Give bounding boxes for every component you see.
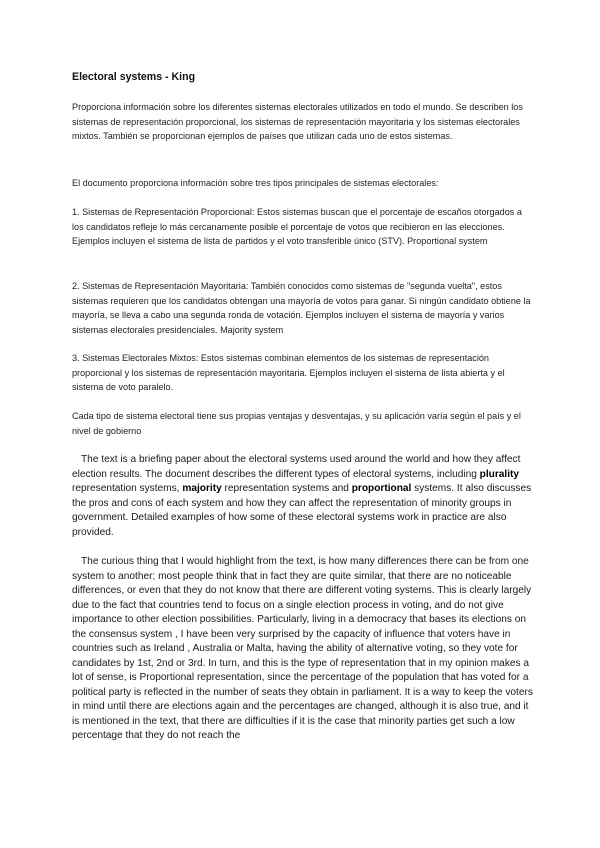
essay-p1-text-1: The text is a briefing paper about the electoral systems used around the world and how they affect election results. The document describes the different types of electoral systems, including — [72, 454, 521, 480]
term-plurality: plurality — [479, 468, 520, 480]
essay-p1-text-4: systems. It also discusses the pros and cons of each system and how they can affect the representation of minority groups in government. Detailed examples of how some of these electoral systems work in practice are also provided. — [72, 483, 532, 538]
term-majority: majority — [182, 483, 222, 494]
summary-item-mixed: 3. Sistemas Electorales Mixtos: Estos sistemas combinan elementos de los sistemas de representación proporcional y los sistemas de representación mayoritaria. Ejemplos incluyen el sistema de lista abierta y el sistema de voto paralelo. — [72, 353, 505, 392]
summary-item-majority: 2. Sistemas de Representación Mayoritaria: También conocidos como sistemas de "segunda vuelta", estos sistemas requieren que los candidatos obtengan una mayoría de votos para ganar. Si ningún candidato obtiene la mayoría, se lleva a cabo una segunda ronda de votación. Ejemplos incluyen el sistema de mayoría y varios sistemas electorales presidenciales. Majority system — [72, 281, 531, 335]
essay-p1-text-2: representation systems, — [72, 483, 183, 494]
summary-item-proportional: 1. Sistemas de Representación Proporcional: Estos sistemas buscan que el porcentaje de escaños otorgados a los candidatos refleje lo más cercanamente posible el porcentaje de votos que recibieron en las elecciones. Ejemplos incluyen el sistema de lista de partidos y el voto transferible único (STV). Proportional system — [72, 207, 522, 246]
essay-paragraph-2: The curious thing that I would highlight from the text, is how many differences there can be from one system to another; most people think that in fact they are quite similar, that there are no noticeable differences, or even that they do not know that there are different voting systems. This is clearly largely due to the fact that countries tend to focus on a single election process in voting, and do not give importance to other election possibilities. Particularly, living in a democracy that bases its elections on the consensus system , I have been very surprised by the capacity of influence that voters have in countries such as Ireland , Australia or Malta, having the ability of alternative voting, so they vote for candidates by 1st, 2nd or 3rd. In turn, and this is the type of representation that in my opinion makes a lot of sense, is Proportional representation, since the percentage of the population that has voted for a political party is reflected in the number of seats they obtain in parliament. It is a way to keep the voters in mind until there are elections again and the percentages are changed, although it is also true, and it is mentioned in the text, that there are difficulties if it is the case that minority parties get such a low percentage that they do not reach the — [72, 556, 533, 741]
summary-lead: El documento proporciona información sobre tres tipos principales de sistemas electorales: — [72, 178, 439, 188]
summary-closing: Cada tipo de sistema electoral tiene sus propias ventajas y desventajas, y su aplicación varía según el país y el nivel de gobierno — [72, 411, 521, 436]
term-proportional: proportional — [351, 483, 412, 494]
essay-paragraph-1 — [72, 453, 534, 540]
document-title: Electoral systems - King — [72, 71, 196, 83]
essay-p1-text-3: representation systems and — [221, 483, 352, 494]
summary-intro: Proporciona información sobre los diferentes sistemas electorales utilizados en todo el mundo. Se describen los sistemas de representación proporcional, los sistemas de representación mayoritaria y los sistemas electorales mixtos. También se proporcionan ejemplos de países que utilizan cada uno de estos sistemas. — [72, 102, 523, 141]
